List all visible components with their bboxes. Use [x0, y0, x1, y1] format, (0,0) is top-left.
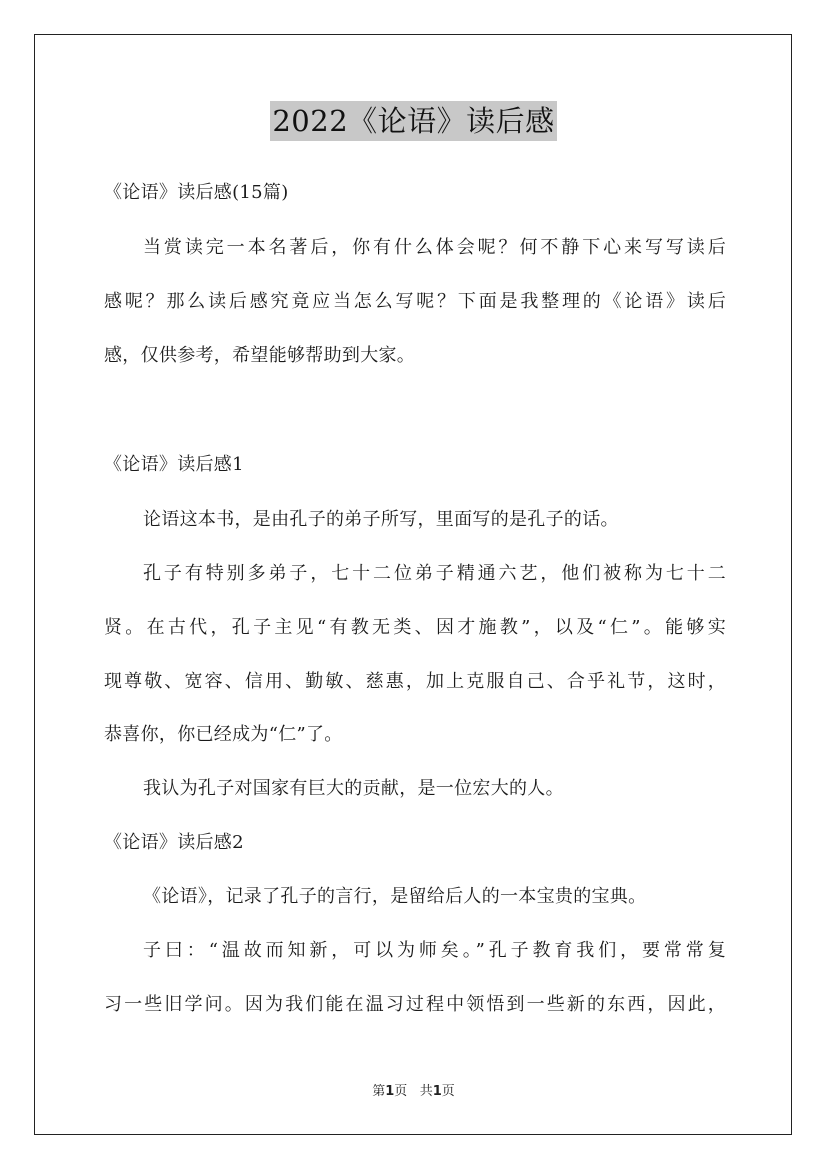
section2-paragraph-1: 《论语》，记录了孔子的言行，是留给后人的一本宝贵的宝典。 — [143, 886, 647, 907]
section1-p2-line-4: 恭喜你，你已经成为“仁”了。 — [104, 724, 343, 745]
footer-total-pages: 1 — [432, 1084, 442, 1099]
section1-paragraph-3: 我认为孔子对国家有巨大的贡献，是一位宏大的人。 — [143, 778, 564, 799]
section2-heading: 《论语》读后感2 — [104, 832, 244, 853]
intro-line-1: 当赏读完一本名著后，你有什么体会呢？何不静下心来写写读后 — [143, 237, 726, 258]
footer-page-suffix: 页 共 — [394, 1084, 433, 1099]
section1-p2-line-1: 孔子有特别多弟子，七十二位弟子精通六艺，他们被称为七十二 — [143, 563, 726, 584]
footer-total-suffix: 页 — [441, 1084, 455, 1099]
page-footer — [0, 1083, 827, 1101]
intro-line-3: 感，仅供参考，希望能够帮助到大家。 — [104, 345, 416, 366]
section1-p2-line-2: 贤。在古代，孔子主见“有教无类、因才施教”，以及“仁”。能够实 — [104, 617, 726, 638]
section2-p2-line-2: 习一些旧学问。因为我们能在温习过程中领悟到一些新的东西，因此， — [104, 994, 726, 1015]
section1-p2-line-3: 现尊敬、宽容、信用、勤敏、慈惠，加上克服自己、合乎礼节，这时， — [104, 671, 726, 692]
intro-line-2: 感呢？那么读后感究竟应当怎么写呢？下面是我整理的《论语》读后 — [104, 291, 726, 312]
document-title: 2022《论语》读后感 — [270, 101, 556, 141]
title-container — [0, 101, 827, 141]
section1-paragraph-1: 论语这本书，是由孔子的弟子所写，里面写的是孔子的话。 — [143, 509, 619, 530]
document-subtitle: 《论语》读后感(15篇) — [104, 182, 289, 203]
section1-heading: 《论语》读后感1 — [104, 454, 244, 475]
section2-p2-line-1: 子曰：“温故而知新，可以为师矣。”孔子教育我们，要常常复 — [143, 940, 726, 961]
footer-prefix: 第 — [372, 1084, 386, 1099]
footer-page-number: 1 — [385, 1084, 395, 1099]
